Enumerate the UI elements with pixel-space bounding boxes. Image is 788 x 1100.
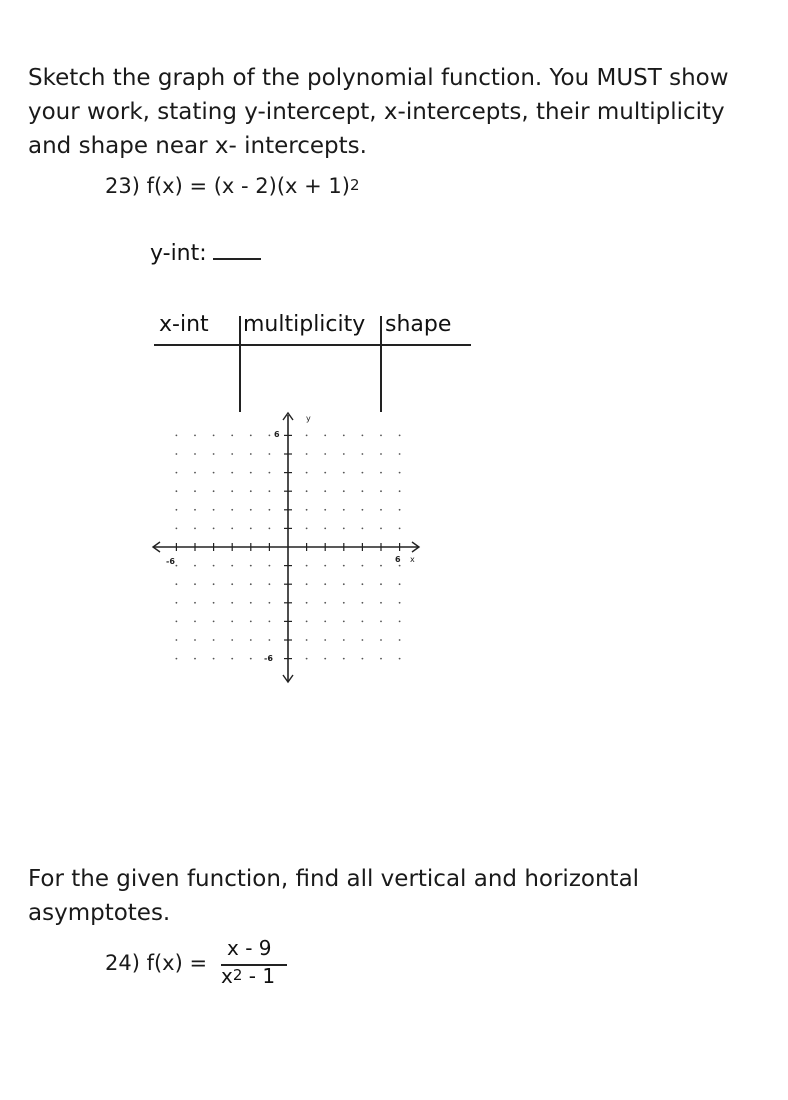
grid-dot [194,602,196,604]
grid-dot [250,453,252,455]
grid-dot [176,472,178,474]
denominator-rest: - 1 [242,964,276,988]
grid-dot [231,639,233,641]
grid-dot [194,490,196,492]
fraction-denominator [221,964,275,988]
grid-dot [213,472,215,474]
grid-dot [380,490,382,492]
grid-dot [213,583,215,585]
grid-dot [343,528,345,530]
grid-dot [306,490,308,492]
grid-dot [380,435,382,437]
grid-dot [324,565,326,567]
table-header-shape: shape [385,312,452,337]
grid-dot [213,528,215,530]
grid-dot [324,509,326,511]
grid-dot [324,472,326,474]
grid-dot [250,528,252,530]
tick-label-left: -6 [166,557,175,566]
grid-dot [380,453,382,455]
grid-dot [231,602,233,604]
grid-dot [306,583,308,585]
grid-dot [380,639,382,641]
grid-dot [362,435,364,437]
grid-dot [176,509,178,511]
table-header-xint: x-int [159,312,209,337]
grid-dot [399,528,401,530]
grid-dot [269,453,271,455]
grid-dot [343,509,345,511]
grid-dot [343,621,345,623]
tick-label-right: 6 [395,555,401,564]
grid-dot [213,639,215,641]
y-axis-label: y [306,414,311,423]
y-intercept-prompt [150,240,261,266]
grid-dot [194,435,196,437]
table-header-rule [154,344,471,346]
grid-dot [176,435,178,437]
grid-dot [399,435,401,437]
grid-dot [399,490,401,492]
grid-dot [250,565,252,567]
grid-dot [176,639,178,641]
grid-dot [362,453,364,455]
grid-dot [231,490,233,492]
coordinate-grid [148,407,428,687]
grid-dot [269,472,271,474]
grid-dot [306,565,308,567]
grid-dot [176,528,178,530]
grid-dot [306,509,308,511]
grid-dot [176,621,178,623]
grid-dot [231,565,233,567]
grid-dot [399,472,401,474]
grid-dot [269,583,271,585]
grid-dot [306,639,308,641]
table-divider-1 [239,316,241,412]
grid-dot [231,435,233,437]
grid-dot [343,565,345,567]
grid-dot [213,509,215,511]
grid-dot [380,509,382,511]
grid-dot [213,602,215,604]
grid-dot [324,639,326,641]
grid-dot [213,490,215,492]
grid-dot [194,509,196,511]
grid-dot [324,602,326,604]
denominator-exponent: 2 [232,966,243,984]
grid-dot [269,435,271,437]
grid-dot [269,490,271,492]
grid-dot [343,602,345,604]
grid-dot [362,528,364,530]
grid-dot [306,435,308,437]
grid-dot [213,658,215,660]
grid-dot [231,509,233,511]
table-divider-2 [380,316,382,412]
grid-dot [250,435,252,437]
grid-dot [176,565,178,567]
asymptote-instructions: For the given function, find all vertical and horizontal asymptotes. [28,866,640,926]
grid-dot [176,602,178,604]
y-int-blank [213,240,261,260]
grid-dot [213,565,215,567]
grid-dot [324,528,326,530]
grid-dot [194,583,196,585]
grid-dot [399,639,401,641]
grid-dot [231,453,233,455]
grid-dot [399,658,401,660]
grid-dot [250,583,252,585]
grid-dot [343,639,345,641]
grid-dot [231,528,233,530]
grid-dot [250,602,252,604]
grid-dot [343,453,345,455]
grid-dot [269,509,271,511]
grid-dot [362,658,364,660]
grid-dot [362,472,364,474]
fraction-numerator: x - 9 [227,936,272,960]
grid-dot [343,472,345,474]
problem-23 [105,174,360,198]
grid-dot [306,453,308,455]
grid-dot [399,583,401,585]
grid-dot [399,565,401,567]
grid-dot [231,583,233,585]
grid-dot [343,435,345,437]
grid-dot [380,528,382,530]
grid-dot [306,602,308,604]
x-axis-label: x [410,555,415,564]
grid-dot [213,453,215,455]
grid-dot [362,621,364,623]
grid-dot [194,453,196,455]
grid-dot [343,583,345,585]
table-header-multiplicity: multiplicity [243,312,366,337]
grid-dot [176,490,178,492]
grid-dot [194,658,196,660]
grid-dot [324,453,326,455]
grid-dot [399,602,401,604]
grid-dot [194,528,196,530]
grid-dot [213,435,215,437]
grid-dot [269,621,271,623]
grid-dot [176,658,178,660]
grid-dot [231,621,233,623]
grid-dot [399,453,401,455]
grid-dot [250,658,252,660]
grid-dot [269,639,271,641]
grid-dot [362,639,364,641]
grid-dot [250,472,252,474]
grid-dot [194,639,196,641]
problem-23-exponent: 2 [349,176,360,194]
grid-dot [324,583,326,585]
grid-dot [380,658,382,660]
problem-23-label: 23) f(x) = (x - 2)(x + 1) [105,174,350,198]
grid-dot [399,621,401,623]
grid-dot [176,583,178,585]
grid-dot [269,528,271,530]
grid-dot [194,565,196,567]
grid-dot [306,528,308,530]
problem-24-label: 24) f(x) = [105,951,208,975]
grid-dot [380,621,382,623]
grid-dot [362,565,364,567]
grid-dot [362,490,364,492]
grid-dot [194,472,196,474]
grid-dot [399,509,401,511]
grid-dot [324,621,326,623]
graph-instructions: Sketch the graph of the polynomial function. You MUST show your work, stating y-intercept, x-intercepts, their multiplicity and shape near x- intercepts. [28,65,729,159]
grid-dot [362,602,364,604]
grid-dot [306,658,308,660]
grid-dot [380,583,382,585]
tick-label-bottom: -6 [264,654,273,663]
grid-dot [324,658,326,660]
grid-dot [380,602,382,604]
grid-dot [306,472,308,474]
grid-dot [176,453,178,455]
grid-dot [380,472,382,474]
grid-dot [250,621,252,623]
grid-dot [213,621,215,623]
grid-dot [343,658,345,660]
grid-dot [306,621,308,623]
grid-dot [362,509,364,511]
grid-dot [250,490,252,492]
grid-dot [324,490,326,492]
tick-label-top: 6 [274,430,280,439]
grid-dot [362,583,364,585]
grid-dot [194,621,196,623]
y-int-label: y-int: [150,241,207,266]
grid-dot [250,639,252,641]
grid-dot [231,658,233,660]
denominator-base: x [221,964,233,988]
grid-dot [269,565,271,567]
grid-dot [324,435,326,437]
grid-dot [231,472,233,474]
grid-dot [380,565,382,567]
grid-dot [343,490,345,492]
grid-dot [269,602,271,604]
grid-dot [250,509,252,511]
